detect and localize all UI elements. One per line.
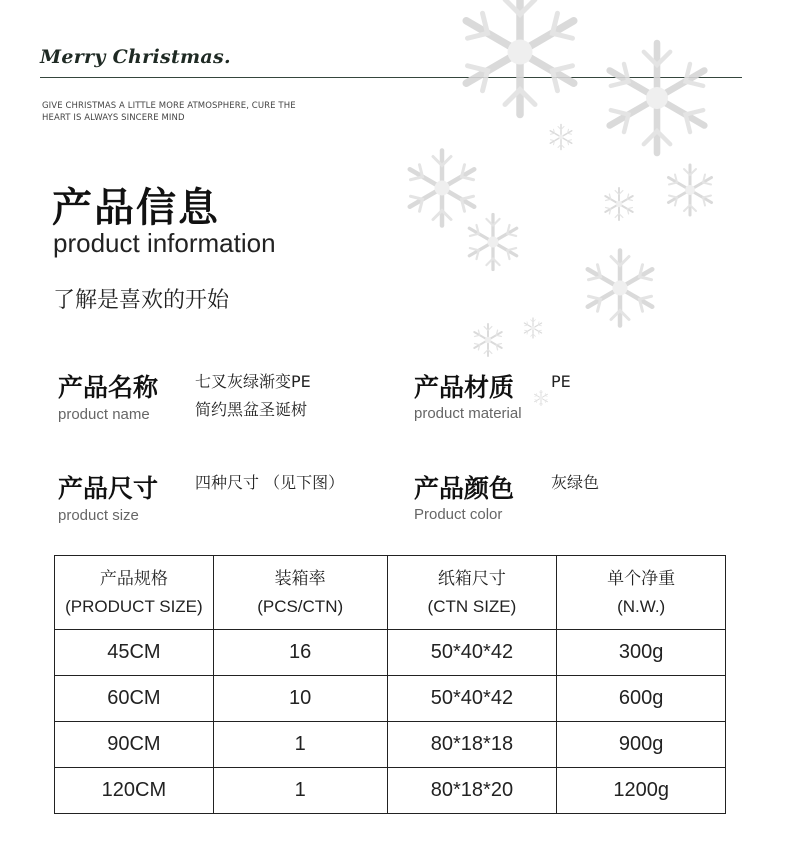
snowflake-icon (550, 125, 572, 150)
header-cn: 单个净重 (607, 568, 676, 588)
header-en: (CTN SIZE) (427, 596, 517, 616)
product-material-label: 产品材质 (414, 373, 515, 402)
table-header-cell (213, 556, 387, 630)
table-cell: 900g (557, 722, 726, 768)
table-cell: 1 (213, 722, 387, 768)
table-cell: 120CM (55, 768, 214, 814)
product-name-label: 产品名称 (58, 373, 159, 402)
snowflake-icon (469, 215, 516, 270)
section-slogan: 了解是喜欢的开始 (53, 288, 230, 313)
snowflake-icon (588, 251, 653, 326)
table-cell: 50*40*42 (387, 676, 557, 722)
header-en: (N.W.) (617, 596, 666, 616)
product-color-label-en: Product color (414, 506, 503, 523)
tagline: GIVE CHRISTMAS A LITTLE MORE ATMOSPHERE, CURE THE HEART IS ALWAYS SINCERE MIND (42, 101, 296, 123)
header-cn: 纸箱尺寸 (437, 568, 506, 588)
table-header-cell (557, 556, 726, 630)
table-cell: 1 (213, 768, 387, 814)
brand-title: Merry Christmas. (40, 46, 231, 68)
snowflake-icon (610, 43, 705, 153)
table-cell: 16 (213, 630, 387, 676)
snowflake-icon (466, 0, 574, 115)
table-row (55, 722, 726, 768)
product-name-value-line2: 简约黑盆圣诞树 (195, 400, 308, 419)
product-size-value: 四种尺寸 （见下图） (195, 473, 345, 492)
snowflake-icon (524, 318, 541, 338)
table-cell: 10 (213, 676, 387, 722)
header-cn: 产品规格 (99, 568, 168, 588)
product-name-label-en: product name (58, 406, 150, 423)
header-en: (PRODUCT SIZE) (65, 596, 203, 616)
product-size-label-en: product size (58, 507, 139, 524)
table-cell: 80*18*18 (387, 722, 557, 768)
table-header-cell (55, 556, 214, 630)
table-cell: 80*18*20 (387, 768, 557, 814)
product-color-value: 灰绿色 (551, 473, 600, 492)
snowflake-icon (410, 151, 475, 226)
table-cell: 45CM (55, 630, 214, 676)
section-title-cn: 产品信息 (52, 184, 220, 231)
product-name-value-line1: 七叉灰绿渐变PE (195, 372, 311, 391)
table-header-row (55, 556, 726, 630)
table-row (55, 676, 726, 722)
header-cn: 装箱率 (274, 568, 326, 588)
section-title-en: product information (53, 228, 276, 258)
snowflake-icon (474, 324, 502, 356)
table-cell: 60CM (55, 676, 214, 722)
snowflake-decoration (395, 0, 790, 420)
table-cell: 90CM (55, 722, 214, 768)
snowflake-icon (669, 165, 712, 215)
table-cell: 300g (557, 630, 726, 676)
product-material-value: PE (551, 372, 571, 391)
table-cell: 1200g (557, 768, 726, 814)
product-material-label-en: product material (414, 405, 522, 422)
product-size-label: 产品尺寸 (58, 474, 159, 503)
product-color-label: 产品颜色 (414, 474, 515, 503)
header-en: (PCS/CTN) (257, 596, 344, 616)
snowflake-icon (535, 391, 548, 406)
table-cell: 600g (557, 676, 726, 722)
table-cell: 50*40*42 (387, 630, 557, 676)
spec-table (54, 555, 726, 814)
table-header-cell (387, 556, 557, 630)
table-row (55, 630, 726, 676)
table-row (55, 768, 726, 814)
snowflake-icon (605, 188, 633, 220)
